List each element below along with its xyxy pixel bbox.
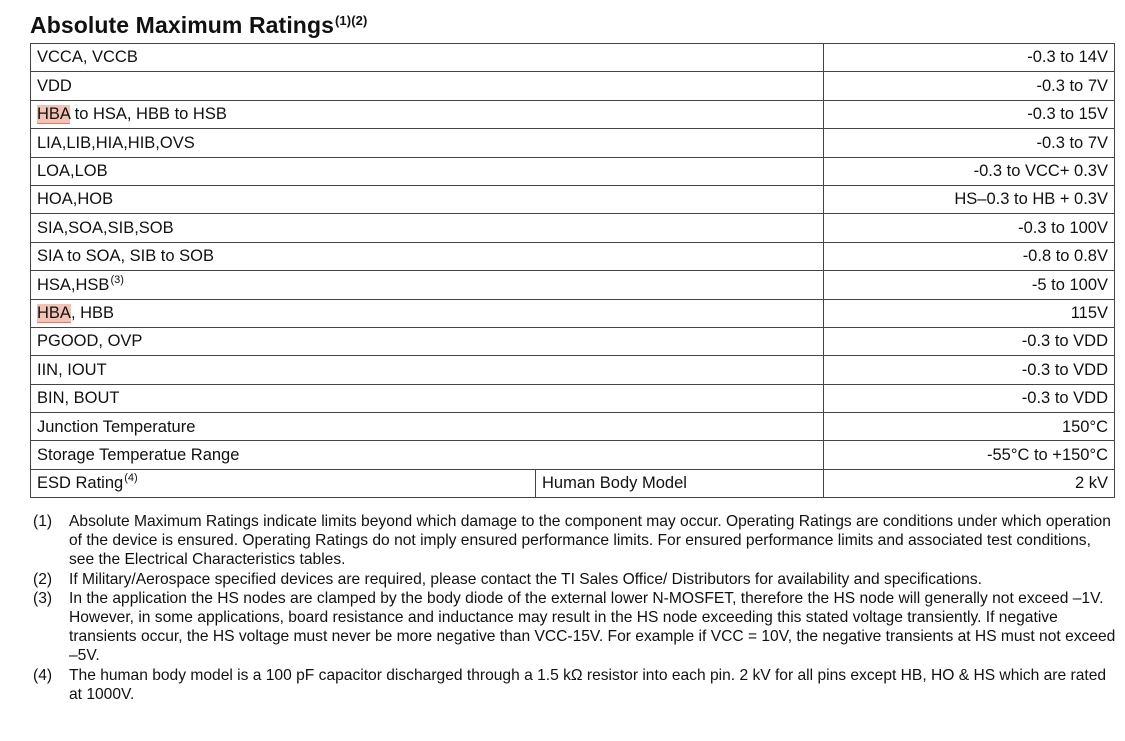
table-row: [31, 157, 1115, 185]
footnote: [33, 666, 1118, 704]
value-cell: 150°C: [824, 413, 1115, 441]
value-cell: -55°C to +150°C: [824, 441, 1115, 469]
param-text: to HSA, HBB to HSB: [70, 105, 227, 124]
param-cell: SIA,SOA,SIB,SOB: [31, 214, 824, 242]
table-row: [31, 72, 1115, 100]
value-cell: -0.8 to 0.8V: [824, 242, 1115, 270]
param-cell: [31, 299, 824, 327]
ratings-table: [30, 43, 1115, 498]
param-cell: BIN, BOUT: [31, 384, 824, 412]
highlighted-text: HBA: [37, 303, 71, 322]
footnote-text: The human body model is a 100 pF capacitor discharged through a 1.5 kΩ resistor into each pin. 2 kV for all pins except HB, HO & HS which are rated at 1000V.: [69, 666, 1107, 703]
footnotes: [33, 512, 1118, 704]
esd-row: [31, 469, 1115, 497]
section-title-text: Absolute Maximum Ratings: [30, 12, 334, 38]
table-row: [31, 327, 1115, 355]
value-cell: -0.3 to 15V: [824, 100, 1115, 128]
value-cell: -0.3 to 7V: [824, 129, 1115, 157]
value-cell: -0.3 to VDD: [824, 384, 1115, 412]
footnote: [33, 589, 1118, 666]
footnote-text: In the application the HS nodes are clamped by the body diode of the external lower N-MOSFET, therefore the HS node will generally not exceed –1V. However, in some applications, board resistance and inductance may result in the HS node exceeding this stated voltage transiently. If negative transients occur, the HS voltage must never be more negative than VCC-15V. For example if VCC = 10V, the negative transients at HS must not exceed –5V.: [69, 589, 1116, 665]
table-row: [31, 129, 1115, 157]
value-cell: 2 kV: [824, 469, 1115, 497]
footnote-number: (1): [33, 513, 53, 530]
value-cell: -0.3 to 7V: [824, 72, 1115, 100]
param-text: HSA,HSB: [37, 275, 110, 294]
value-cell: 115V: [824, 299, 1115, 327]
footnote: [33, 512, 1118, 570]
param-cell: SIA to SOA, SIB to SOB: [31, 242, 824, 270]
value-cell: -0.3 to 100V: [824, 214, 1115, 242]
value-cell: -0.3 to 14V: [824, 44, 1115, 72]
footnote-text: If Military/Aerospace specified devices are required, please contact the TI Sales Office/ Distributors for availability and specifications.: [69, 570, 982, 588]
param-cell: LIA,LIB,HIA,HIB,OVS: [31, 129, 824, 157]
table-row: [31, 441, 1115, 469]
footnote: [33, 570, 1118, 589]
table-row: [31, 356, 1115, 384]
footnote-ref: (3): [110, 273, 124, 286]
param-cell: PGOOD, OVP: [31, 327, 824, 355]
param-cell: LOA,LOB: [31, 157, 824, 185]
param-cell: [31, 271, 824, 299]
esd-param-cell: [31, 469, 536, 497]
param-text: , HBB: [70, 303, 115, 322]
param-cell: VCCA, VCCB: [31, 44, 824, 72]
table-row: [31, 384, 1115, 412]
table-row: [31, 100, 1115, 128]
table-row: [31, 242, 1115, 270]
footnote-ref: (4): [124, 472, 138, 485]
param-cell: VDD: [31, 72, 824, 100]
param-text: ESD Rating: [37, 474, 124, 493]
footnote-number: (4): [33, 666, 53, 684]
param-cell: IIN, IOUT: [31, 356, 824, 384]
esd-condition-cell: Human Body Model: [536, 469, 824, 497]
footnote-text: Absolute Maximum Ratings indicate limits beyond which damage to the component may occur. Operating Ratings are conditions under which operation of the device is ensured. Operating Ratings do not imply ensured performance limits. For ensured performance limits and associated test conditions, see the Electrical Characteristics tables.: [69, 513, 1111, 569]
table-row: [31, 299, 1115, 327]
value-cell: -0.3 to VCC+ 0.3V: [824, 157, 1115, 185]
value-cell: HS–0.3 to HB + 0.3V: [824, 185, 1115, 213]
highlighted-text: HBA: [37, 105, 71, 124]
param-cell: HOA,HOB: [31, 185, 824, 213]
value-cell: -0.3 to VDD: [824, 356, 1115, 384]
footnote-number: (2): [33, 570, 53, 588]
section-title: [30, 12, 367, 39]
param-cell: Storage Temperatue Range: [31, 441, 824, 469]
param-cell: [31, 100, 824, 128]
value-cell: -0.3 to VDD: [824, 327, 1115, 355]
value-cell: -5 to 100V: [824, 271, 1115, 299]
table-row: [31, 413, 1115, 441]
table-row: [31, 44, 1115, 72]
param-cell: Junction Temperature: [31, 413, 824, 441]
table-row: [31, 214, 1115, 242]
footnote-number: (3): [33, 589, 53, 607]
table-row: [31, 271, 1115, 299]
title-footnote-refs: (1)(2): [335, 13, 368, 28]
table-row: [31, 185, 1115, 213]
